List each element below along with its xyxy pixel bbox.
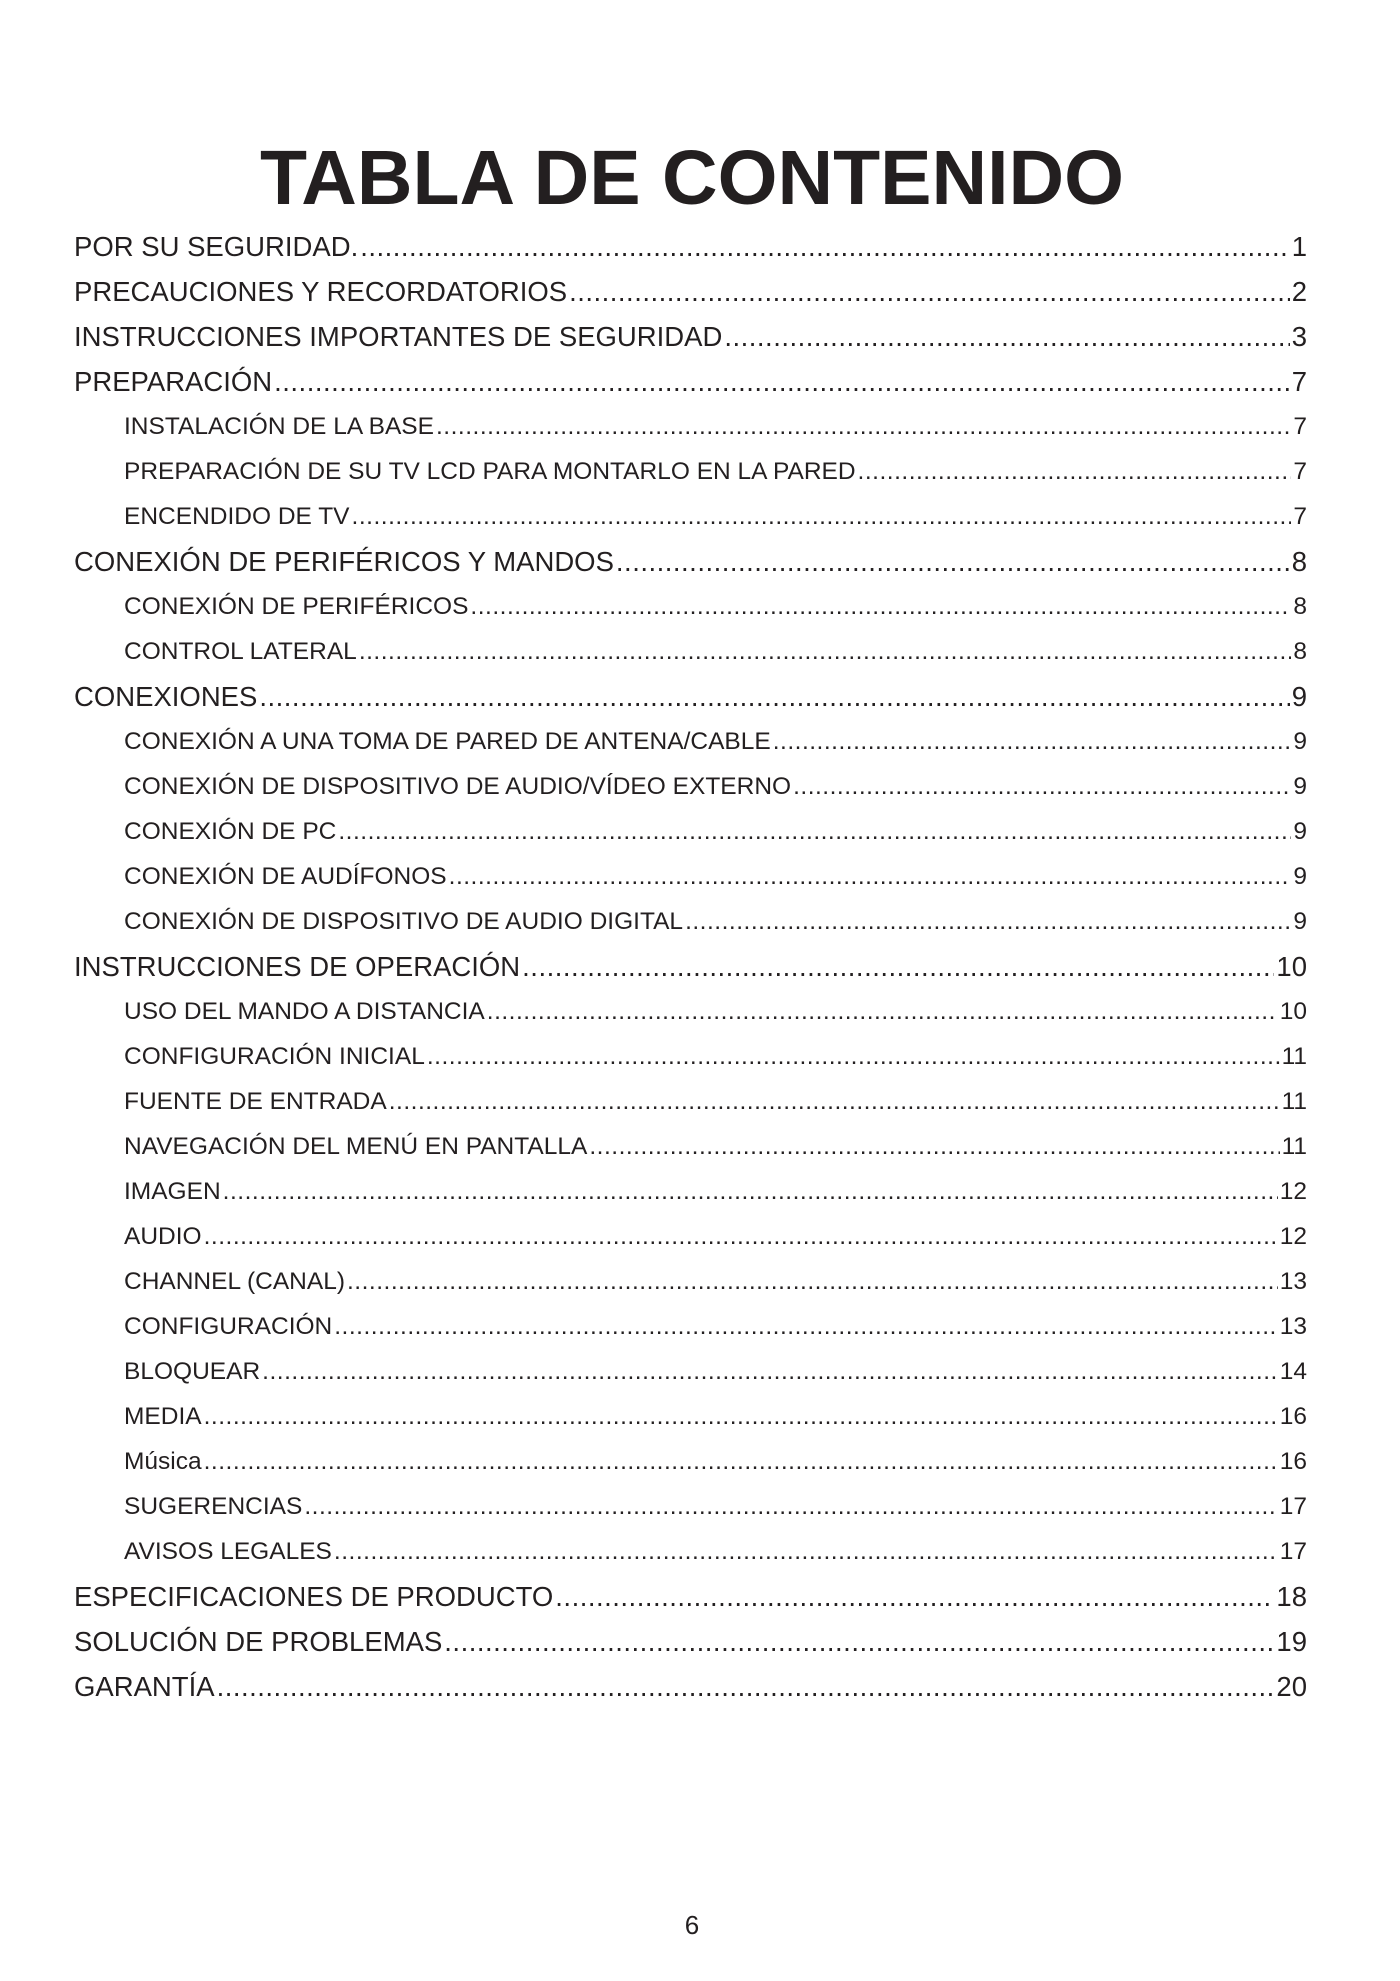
toc-entry-label: PRECAUCIONES Y RECORDATORIOS <box>74 276 568 307</box>
toc-entry-label: SOLUCIÓN DE PROBLEMAS <box>74 1626 443 1657</box>
dot-leader <box>487 989 1278 1034</box>
toc-entry-page-number: 11 <box>1281 1133 1307 1160</box>
dot-leader <box>334 1529 1278 1574</box>
toc-entry-label: CONFIGURACIÓN INICIAL <box>124 1043 425 1070</box>
dot-leader <box>773 719 1292 764</box>
toc-entry-label: Música <box>124 1448 202 1475</box>
dot-leader <box>223 1169 1278 1214</box>
toc-entry-page-number: 1 <box>1291 231 1307 262</box>
toc-entry-label: NAVEGACIÓN DEL MENÚ EN PANTALLA <box>124 1133 588 1160</box>
toc-entry-label: CONEXIÓN DE DISPOSITIVO DE AUDIO DIGITAL <box>124 908 684 935</box>
toc-entry-page-number: 8 <box>1293 638 1307 665</box>
toc-entry-page-number: 11 <box>1281 1043 1307 1070</box>
toc-entry-page-number: 10 <box>1279 998 1307 1025</box>
dot-leader <box>334 1304 1277 1349</box>
toc-entry-label: IMAGEN <box>124 1178 221 1205</box>
toc-entry-page-number: 13 <box>1279 1313 1307 1340</box>
toc-entry-page-number: 9 <box>1293 728 1307 755</box>
toc-entry-page-number: 11 <box>1281 1088 1307 1115</box>
toc-section-entry[interactable] <box>74 1664 1307 1709</box>
toc-subsection-entry[interactable] <box>74 1349 1307 1394</box>
toc-subsection-entry[interactable] <box>74 1034 1307 1079</box>
dot-leader <box>427 1034 1280 1079</box>
toc-subsection-entry[interactable] <box>74 1124 1307 1169</box>
toc-entry-page-number: 9 <box>1293 908 1307 935</box>
toc-entry-label: INSTRUCCIONES DE OPERACIÓN <box>74 951 521 982</box>
toc-entry-page-number: 7 <box>1293 458 1307 485</box>
toc-section-entry[interactable] <box>74 674 1307 719</box>
toc-section-entry[interactable] <box>74 944 1307 989</box>
toc-section-entry[interactable] <box>74 314 1307 359</box>
toc-entry-page-number: 17 <box>1279 1493 1307 1520</box>
toc-subsection-entry[interactable] <box>74 1304 1307 1349</box>
toc-subsection-entry[interactable] <box>74 719 1307 764</box>
toc-subsection-entry[interactable] <box>74 629 1307 674</box>
toc-subsection-entry[interactable] <box>74 1169 1307 1214</box>
toc-entry-page-number: 7 <box>1291 366 1307 397</box>
toc-entry-page-number: 19 <box>1276 1626 1307 1657</box>
table-of-contents <box>74 224 1307 1709</box>
toc-subsection-entry[interactable] <box>74 1079 1307 1124</box>
toc-subsection-entry[interactable] <box>74 494 1307 539</box>
toc-subsection-entry[interactable] <box>74 809 1307 854</box>
toc-subsection-entry[interactable] <box>74 854 1307 899</box>
toc-entry-label: BLOQUEAR <box>124 1358 261 1385</box>
dot-leader <box>470 584 1291 629</box>
dot-leader <box>204 1439 1278 1484</box>
toc-entry-label: INSTRUCCIONES IMPORTANTES DE SEGURIDAD <box>74 321 723 352</box>
toc-entry-label: CONEXIÓN DE PERIFÉRICOS <box>124 593 469 620</box>
dot-leader <box>304 1484 1277 1529</box>
dot-leader <box>522 944 1274 989</box>
dot-leader <box>436 404 1291 449</box>
toc-entry-label: CONEXIONES <box>74 681 258 712</box>
toc-entry-label: INSTALACIÓN DE LA BASE <box>124 413 434 440</box>
dot-leader <box>389 1079 1280 1124</box>
page-title: TABLA DE CONTENIDO <box>259 135 1125 221</box>
toc-entry-label: CONEXIÓN DE AUDÍFONOS <box>124 863 447 890</box>
toc-section-entry[interactable] <box>74 224 1307 269</box>
toc-subsection-entry[interactable] <box>74 1214 1307 1259</box>
toc-entry-label: ESPECIFICACIONES DE PRODUCTO <box>74 1581 554 1612</box>
toc-entry-page-number: 20 <box>1276 1671 1307 1702</box>
toc-entry-label: CONFIGURACIÓN <box>124 1313 333 1340</box>
toc-subsection-entry[interactable] <box>74 989 1307 1034</box>
toc-entry-page-number: 16 <box>1279 1448 1307 1475</box>
toc-entry-page-number: 14 <box>1279 1358 1307 1385</box>
dot-leader <box>204 1214 1278 1259</box>
toc-entry-page-number: 10 <box>1276 951 1307 982</box>
toc-entry-label: SUGERENCIAS <box>124 1493 303 1520</box>
toc-entry-page-number: 12 <box>1279 1178 1307 1205</box>
toc-subsection-entry[interactable] <box>74 584 1307 629</box>
toc-entry-label: CONEXIÓN DE DISPOSITIVO DE AUDIO/VÍDEO EXTERNO <box>124 773 792 800</box>
dot-leader <box>589 1124 1279 1169</box>
toc-entry-label: CONEXIÓN A UNA TOMA DE PARED DE ANTENA/CABLE <box>124 728 771 755</box>
toc-entry-label: PREPARACIÓN <box>74 366 273 397</box>
toc-section-entry[interactable] <box>74 539 1307 584</box>
dot-leader <box>685 899 1291 944</box>
toc-entry-label: CONEXIÓN DE PERIFÉRICOS Y MANDOS <box>74 546 614 577</box>
dot-leader <box>858 449 1292 494</box>
toc-entry-label: FUENTE DE ENTRADA <box>124 1088 387 1115</box>
toc-entry-page-number: 13 <box>1279 1268 1307 1295</box>
toc-entry-page-number: 8 <box>1291 546 1307 577</box>
dot-leader <box>352 494 1292 539</box>
toc-subsection-entry[interactable] <box>74 449 1307 494</box>
toc-entry-page-number: 2 <box>1291 276 1307 307</box>
toc-entry-page-number: 9 <box>1291 681 1307 712</box>
dot-leader <box>793 764 1291 809</box>
toc-subsection-entry[interactable] <box>74 1439 1307 1484</box>
dot-leader <box>724 314 1289 359</box>
toc-entry-label: CONTROL LATERAL <box>124 638 357 665</box>
toc-subsection-entry[interactable] <box>74 764 1307 809</box>
toc-entry-page-number: 7 <box>1293 503 1307 530</box>
dot-leader <box>569 269 1290 314</box>
toc-entry-label: PREPARACIÓN DE SU TV LCD PARA MONTARLO EN LA PARED <box>124 458 856 485</box>
toc-entry-page-number: 3 <box>1291 321 1307 352</box>
dot-leader <box>274 359 1290 404</box>
dot-leader <box>338 809 1291 854</box>
toc-entry-label: AVISOS LEGALES <box>124 1538 332 1565</box>
dot-leader <box>262 1349 1278 1394</box>
toc-entry-label: CONEXIÓN DE PC <box>124 818 337 845</box>
toc-section-entry[interactable] <box>74 1574 1307 1619</box>
dot-leader <box>204 1394 1278 1439</box>
toc-entry-label: MEDIA <box>124 1403 202 1430</box>
toc-entry-page-number: 17 <box>1279 1538 1307 1565</box>
toc-entry-page-number: 16 <box>1279 1403 1307 1430</box>
toc-entry-page-number: 9 <box>1293 863 1307 890</box>
dot-leader <box>347 1259 1278 1304</box>
toc-entry-label: AUDIO <box>124 1223 202 1250</box>
toc-subsection-entry[interactable] <box>74 1529 1307 1574</box>
toc-section-entry[interactable] <box>74 1619 1307 1664</box>
dot-leader <box>555 1574 1274 1619</box>
toc-entry-page-number: 7 <box>1293 413 1307 440</box>
toc-entry-label: POR SU SEGURIDAD. <box>74 231 359 262</box>
toc-entry-label: GARANTÍA <box>74 1671 215 1702</box>
dot-leader <box>259 674 1289 719</box>
dot-leader <box>217 1664 1275 1709</box>
toc-entry-label: ENCENDIDO DE TV <box>124 503 350 530</box>
toc-subsection-entry[interactable] <box>74 1394 1307 1439</box>
toc-entry-page-number: 8 <box>1293 593 1307 620</box>
toc-subsection-entry[interactable] <box>74 404 1307 449</box>
toc-entry-page-number: 9 <box>1293 818 1307 845</box>
toc-subsection-entry[interactable] <box>74 1484 1307 1529</box>
toc-entry-page-number: 18 <box>1276 1581 1307 1612</box>
page-number: 6 <box>684 1910 700 1940</box>
dot-leader <box>360 224 1289 269</box>
toc-section-entry[interactable] <box>74 359 1307 404</box>
toc-subsection-entry[interactable] <box>74 1259 1307 1304</box>
dot-leader <box>359 629 1292 674</box>
dot-leader <box>444 1619 1274 1664</box>
toc-entry-label: USO DEL MANDO A DISTANCIA <box>124 998 485 1025</box>
toc-entry-page-number: 9 <box>1293 773 1307 800</box>
dot-leader <box>616 539 1290 584</box>
toc-section-entry[interactable] <box>74 269 1307 314</box>
toc-entry-label: CHANNEL (CANAL) <box>124 1268 345 1295</box>
toc-entry-page-number: 12 <box>1279 1223 1307 1250</box>
toc-subsection-entry[interactable] <box>74 899 1307 944</box>
dot-leader <box>449 854 1292 899</box>
